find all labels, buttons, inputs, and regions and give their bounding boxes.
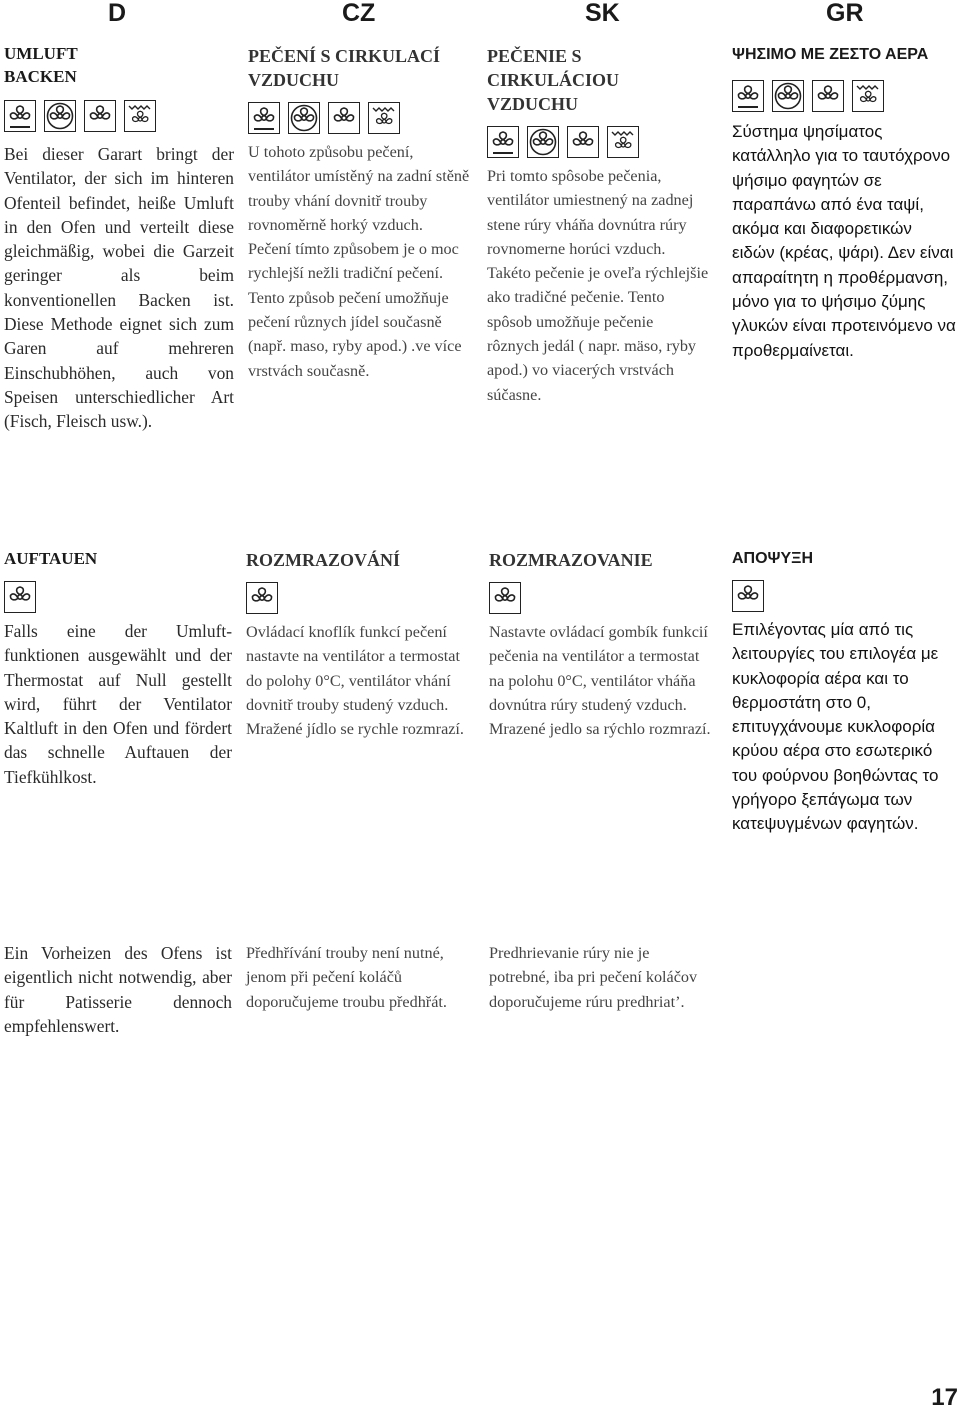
icon-row bbox=[489, 582, 715, 614]
section3-sk-text: Predhrievanie rúry nie je potrebné, iba pri pečení koláčov doporučujeme rúru predhriat’. bbox=[489, 944, 698, 1011]
fan-circle-icon bbox=[527, 126, 559, 158]
lang-header-d: D bbox=[108, 0, 127, 27]
fan-circle-icon bbox=[44, 100, 76, 132]
section2-de bbox=[4, 547, 232, 789]
icon-row bbox=[732, 80, 958, 112]
section1-de-title: UMLUFT BACKEN bbox=[4, 44, 78, 86]
fan-icon bbox=[732, 580, 764, 612]
icon-row bbox=[487, 126, 709, 158]
section2-sk-title: ROZMRAZOVANIE bbox=[489, 550, 653, 570]
fan-icon bbox=[84, 100, 116, 132]
section2-gr-title: ΑΠΟΨΥΞΗ bbox=[732, 550, 814, 567]
section1-gr-text: Σύστημα ψησίματος κατάλληλο για το ταυτόχρονο ψήσιμο φαγητών σε παραπάνω από ένα ταψί, ακόμα και διαφορετικών ειδών (κρέας, ψάρι). Δεν είναι απαραίτητη η προθέρμανση, μόνο για το ψήσιμο ζύμης γλυκών είναι προτεινόμενο να προθερμαίνεται. bbox=[732, 122, 956, 360]
section1-cz-title: PEČENÍ S CIRKULACÍ VZDUCHU bbox=[248, 46, 441, 90]
fan-grill-icon bbox=[124, 100, 156, 132]
lang-header-sk: SK bbox=[585, 0, 620, 27]
fan-circle-icon bbox=[288, 102, 320, 134]
fan-bottom-heat-icon bbox=[487, 126, 519, 158]
section2-sk bbox=[489, 548, 715, 741]
section2-sk-text: Nastavte ovládací gombík funkcií pečenia na ventilátor a termostat na polohu 0°C, ventilátor vháňa dovnútra rúry studený vzduch. Mrazené jedlo sa rýchlo rozmrazí. bbox=[489, 623, 711, 739]
fan-icon bbox=[489, 582, 521, 614]
fan-bottom-heat-icon bbox=[4, 100, 36, 132]
section1-sk bbox=[487, 44, 709, 407]
fan-icon bbox=[4, 581, 36, 613]
page-number: 17 bbox=[931, 1384, 958, 1411]
section1-cz bbox=[248, 44, 470, 383]
section2-gr bbox=[732, 548, 958, 837]
fan-grill-icon bbox=[852, 80, 884, 112]
fan-icon bbox=[246, 582, 278, 614]
fan-icon bbox=[567, 126, 599, 158]
section1-de bbox=[4, 42, 234, 434]
section3-de bbox=[4, 941, 232, 1038]
fan-grill-icon bbox=[607, 126, 639, 158]
section1-gr-title: ΨΗΣΙΜΟ ΜΕ ΖΕΣΤΟ ΑΕΡΑ bbox=[732, 46, 929, 63]
lang-header-cz: CZ bbox=[342, 0, 376, 27]
section2-cz bbox=[246, 548, 474, 741]
icon-row bbox=[4, 581, 232, 613]
fan-circle-icon bbox=[772, 80, 804, 112]
section3-sk bbox=[489, 941, 713, 1014]
section1-cz-text: U tohoto způsobu pečení, ventilátor umístěný na zadní stěně trouby vhání dovnitř trouby rovnoměrně horký vzduch. Pečení tímto způsobem je o moc rychlejší nežli tradiční pečení. Tento způsob pečení umožňuje pečení různych jídel současně (např. maso, ryby apod.) .ve více vrstvách současně. bbox=[248, 143, 470, 380]
section1-sk-title: PEČENIE S CIRKULÁCIOU VZDUCHU bbox=[487, 46, 620, 114]
fan-grill-icon bbox=[368, 102, 400, 134]
section1-gr bbox=[732, 44, 958, 363]
icon-row bbox=[248, 102, 470, 134]
fan-icon bbox=[328, 102, 360, 134]
icon-row bbox=[4, 100, 234, 132]
section2-de-text: Falls eine der Umluft-funktionen ausgewählt und der Thermostat auf Null gestellt wird, führt der Ventilator Kaltluft in den Ofen und fördert das schnelle Auftauen der Tiefkühlkost. bbox=[4, 621, 232, 787]
section1-sk-text: Pri tomto spôsobe pečenia, ventilátor umiestnený na zadnej stene rúry vháňa dovnútra rúry rovnomerne horúci vzduch. Takéto pečenie je oveľa rýchlejšie ako tradičné pečenie. Tento spôsob umožňuje pečenie rôznych jedál ( napr. mäso, ryby apod.) vo viacerých vrstvách súčasne. bbox=[487, 167, 709, 404]
section2-gr-text: Επιλέγοντας μία από τις λειτουργίες του επιλογέα με κυκλοφορία αέρα και το θερμοστάτη στο 0, επιτυγχάνουμε κυκλοφορία κρύου αέρα στο εσωτερικό του φούρνου βοηθώντας το γρήγορο ξεπάγωμα των κατεψυγμένων φαγητών. bbox=[732, 620, 939, 834]
icon-row bbox=[732, 580, 958, 612]
fan-bottom-heat-icon bbox=[248, 102, 280, 134]
lang-header-gr: GR bbox=[826, 0, 864, 27]
fan-icon bbox=[812, 80, 844, 112]
section3-cz-text: Předhřívání trouby není nutné, jenom při pečení koláčů doporučujeme troubu předhřát. bbox=[246, 944, 447, 1011]
section2-de-title: AUFTAUEN bbox=[4, 549, 98, 568]
section1-de-text: Bei dieser Garart bringt der Ventilator, der sich im hinteren Ofenteil befindet, heiße Umluft in den Ofen und verteilt diese gleichmäßig, wobei die Garzeit geringer als beim konventionellen Backen ist. Diese Methode eignet sich zum Garen auf mehreren Einschubhöhen, auch von Speisen unterschiedlicher Art (Fisch, Fleisch usw.). bbox=[4, 144, 234, 432]
icon-row bbox=[246, 582, 474, 614]
section3-de-text: Ein Vorheizen des Ofens ist eigentlich nicht notwendig, aber für Patisserie dennoch empfehlenswert. bbox=[4, 943, 232, 1036]
section2-cz-text: Ovládací knoflík funkcí pečení nastavte na ventilátor a termostat do polohy 0°C, ventilátor vhání dovnitř trouby studený vzduch. Mražené jídlo se rychle rozmrazí. bbox=[246, 623, 464, 739]
section3-cz bbox=[246, 941, 474, 1014]
fan-bottom-heat-icon bbox=[732, 80, 764, 112]
section2-cz-title: ROZMRAZOVÁNÍ bbox=[246, 550, 401, 570]
